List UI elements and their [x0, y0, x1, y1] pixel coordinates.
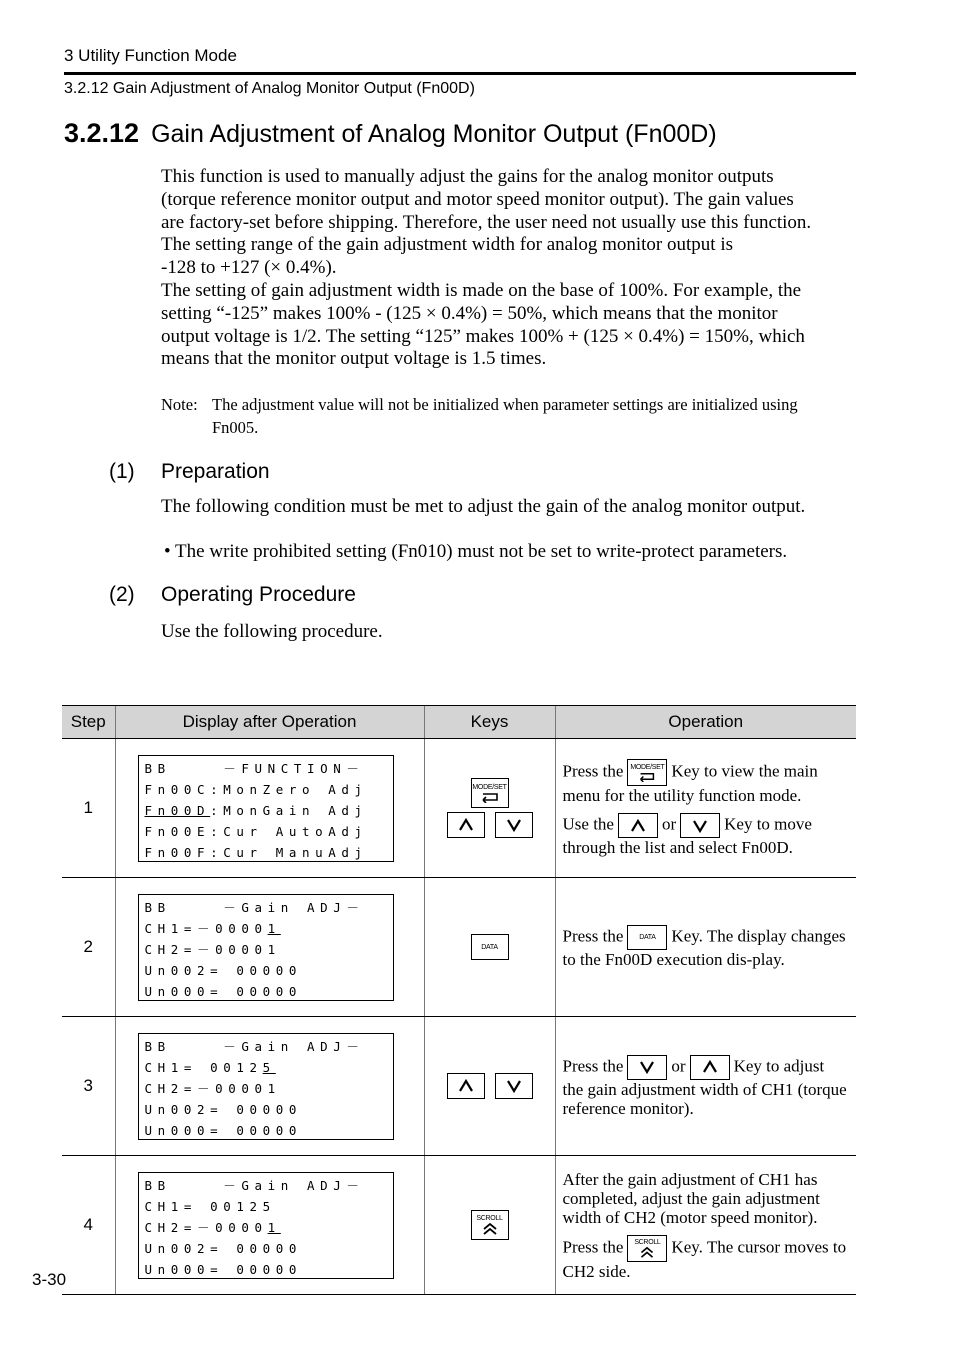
lcd-line: Fn00E:Cur AutoAdj — [144, 823, 368, 839]
preparation-bullet: • The write prohibited setting (Fn010) must not be set to write-protect parameters. — [164, 541, 788, 562]
lcd-line: Un002= 00000 — [144, 1240, 303, 1256]
down-key-inline — [627, 1055, 667, 1080]
preparation-number: (1) — [109, 460, 135, 483]
up-key[interactable] — [447, 1073, 485, 1099]
up-arrow-icon — [458, 1079, 474, 1093]
lcd-line: BB －Gain ADJ－ — [144, 1038, 365, 1054]
section-title — [64, 118, 717, 149]
lcd-line: Un002= 00000 — [144, 1101, 303, 1117]
lcd-line: BB －FUNCTION－ — [144, 760, 365, 776]
lcd-line: CH2=－00001 — [144, 941, 281, 957]
keys-cell — [424, 1017, 555, 1156]
table-header-row — [62, 706, 856, 739]
keys-cell — [424, 878, 555, 1017]
lcd-line: Fn00F:Cur ManuAdj — [144, 844, 368, 860]
table-row — [62, 1156, 856, 1295]
op-text: Key to adjust the gain adjustment width of CH1 (torque reference monitor). — [562, 1055, 847, 1118]
return-arrow-icon — [479, 791, 501, 803]
note — [161, 394, 861, 439]
modeset-key-inline: MODE/SET — [627, 759, 667, 786]
op-text: Key to move through the list and select Fn00D. — [562, 814, 812, 857]
lcd-display — [138, 894, 394, 1001]
section-title-text: Gain Adjustment of Analog Monitor Output (Fn00D) — [151, 120, 717, 148]
intro-line: are factory-set before shipping. Therefore, the user need not usually use this function. — [161, 211, 812, 233]
preparation-heading — [109, 460, 270, 484]
lcd-line: CH1= 00125 — [144, 1198, 276, 1214]
down-key[interactable] — [495, 812, 533, 838]
lcd-cursor: 1 — [267, 1219, 281, 1235]
table-row — [62, 878, 856, 1017]
op-text: Press the — [562, 926, 624, 946]
lcd-line: CH2=－00001 — [144, 1219, 281, 1235]
keys-cell — [424, 1156, 555, 1295]
display-cell — [115, 739, 424, 878]
lcd-line: Un000= 00000 — [144, 983, 303, 999]
down-arrow-icon — [506, 818, 522, 832]
op-text: Press the — [562, 1236, 624, 1256]
data-key[interactable]: DATA — [471, 934, 509, 960]
intro-line: The setting of gain adjustment width is made on the base of 100%. For example, the — [161, 279, 802, 301]
operation-cell — [555, 739, 856, 878]
up-key-inline — [618, 813, 658, 838]
op-text: Use the — [562, 814, 614, 834]
chapter-header: 3 Utility Function Mode — [64, 46, 237, 65]
lcd-line: Un000= 00000 — [144, 1261, 303, 1277]
procedure-title: Operating Procedure — [161, 583, 356, 606]
up-key[interactable] — [447, 812, 485, 838]
table-row — [62, 739, 856, 878]
lcd-line: Un000= 00000 — [144, 1122, 303, 1138]
lcd-display — [138, 755, 394, 862]
intro-line: The setting range of the gain adjustment width for analog monitor output is — [161, 234, 733, 256]
down-arrow-icon — [639, 1060, 655, 1074]
op-text: Press the — [562, 761, 624, 781]
lcd-line: CH1= 00125 — [144, 1059, 276, 1075]
double-up-arrow-icon — [481, 1222, 499, 1235]
op-text: After the gain adjustment of CH1 has completed, adjust the gain adjustment width of CH2 (motor speed monitor). — [562, 1169, 820, 1227]
lcd-cursor: 1 — [267, 920, 281, 936]
intro-line: -128 to +127 (× 0.4%). — [161, 257, 337, 279]
up-key-inline — [690, 1055, 730, 1080]
intro-line: output voltage is 1/2. The setting “125” makes 100% + (125 × 0.4%) = 150%, which — [161, 325, 805, 347]
col-keys: Keys — [424, 706, 555, 739]
return-arrow-icon — [636, 771, 658, 782]
down-key-inline — [680, 813, 720, 838]
op-text: or — [661, 814, 677, 834]
step-number: 4 — [62, 1156, 115, 1295]
modeset-key[interactable]: MODE/SET — [471, 778, 509, 808]
up-arrow-icon — [630, 819, 646, 833]
header-rule — [64, 72, 856, 75]
note-label: Note: — [161, 395, 198, 414]
operation-cell — [555, 1156, 856, 1295]
note-text-cont: Fn005. — [212, 417, 259, 437]
step-number: 3 — [62, 1017, 115, 1156]
down-key[interactable] — [495, 1073, 533, 1099]
col-step: Step — [62, 706, 115, 739]
col-operation: Operation — [555, 706, 856, 739]
step-number: 2 — [62, 878, 115, 1017]
display-cell — [115, 878, 424, 1017]
display-cell — [115, 1156, 424, 1295]
lcd-line: BB －Gain ADJ－ — [144, 1177, 365, 1193]
double-up-arrow-icon — [638, 1246, 656, 1258]
intro-line: setting “-125” makes 100% - (125 × 0.4%) = 50%, which means that the monitor — [161, 302, 778, 324]
lcd-cursor: Fn00D — [144, 802, 211, 818]
preparation-title: Preparation — [161, 460, 270, 483]
keys-cell — [424, 739, 555, 878]
op-text: Key. The display changes to the Fn00D execution dis-play. — [562, 926, 846, 969]
lcd-line: CH1=－00001 — [144, 920, 281, 936]
op-text: Press the — [562, 1055, 624, 1075]
lcd-line: BB －Gain ADJ－ — [144, 899, 365, 915]
lcd-line: Fn00C:MonZero Adj — [144, 781, 368, 797]
col-display: Display after Operation — [115, 706, 424, 739]
procedure-heading — [109, 583, 356, 607]
table-row — [62, 1017, 856, 1156]
intro-line: (torque reference monitor output and motor speed monitor output). The gain values — [161, 188, 794, 210]
note-text: The adjustment value will not be initialized when parameter settings are initialized using — [212, 395, 798, 414]
lcd-display — [138, 1033, 394, 1140]
op-text: or — [671, 1055, 686, 1075]
scroll-key[interactable]: SCROLL — [471, 1210, 509, 1240]
operation-cell — [555, 1017, 856, 1156]
up-arrow-icon — [702, 1060, 718, 1074]
display-cell — [115, 1017, 424, 1156]
lcd-line: Fn00D:MonGain Adj — [144, 802, 368, 818]
op-text: Key to view the main menu for the utility function mode. — [562, 761, 818, 805]
procedure-table — [62, 705, 856, 1295]
section-number: 3.2.12 — [64, 118, 140, 148]
procedure-number: (2) — [109, 583, 135, 606]
up-arrow-icon — [458, 818, 474, 832]
down-arrow-icon — [506, 1079, 522, 1093]
step-number: 1 — [62, 739, 115, 878]
page-number: 3-30 — [32, 1270, 67, 1289]
procedure-text: Use the following procedure. — [161, 621, 383, 642]
scroll-key-inline: SCROLL — [627, 1235, 667, 1262]
intro-line: means that the monitor output voltage is 1.5 times. — [161, 348, 547, 370]
subsection-header: 3.2.12 Gain Adjustment of Analog Monitor Output (Fn00D) — [64, 80, 475, 97]
op-text: Key. The cursor moves to CH2 side. — [562, 1236, 847, 1281]
intro-paragraph — [161, 166, 861, 371]
lcd-cursor: 5 — [262, 1059, 276, 1075]
lcd-display — [138, 1172, 394, 1279]
intro-line: This function is used to manually adjust the gains for the analog monitor outputs — [161, 166, 774, 187]
data-key-inline: DATA — [627, 925, 667, 950]
down-arrow-icon — [692, 819, 708, 833]
lcd-line: CH2=－00001 — [144, 1080, 281, 1096]
operation-cell — [555, 878, 856, 1017]
lcd-line: Un002= 00000 — [144, 962, 303, 978]
preparation-text: The following condition must be met to adjust the gain of the analog monitor output. — [161, 496, 806, 517]
